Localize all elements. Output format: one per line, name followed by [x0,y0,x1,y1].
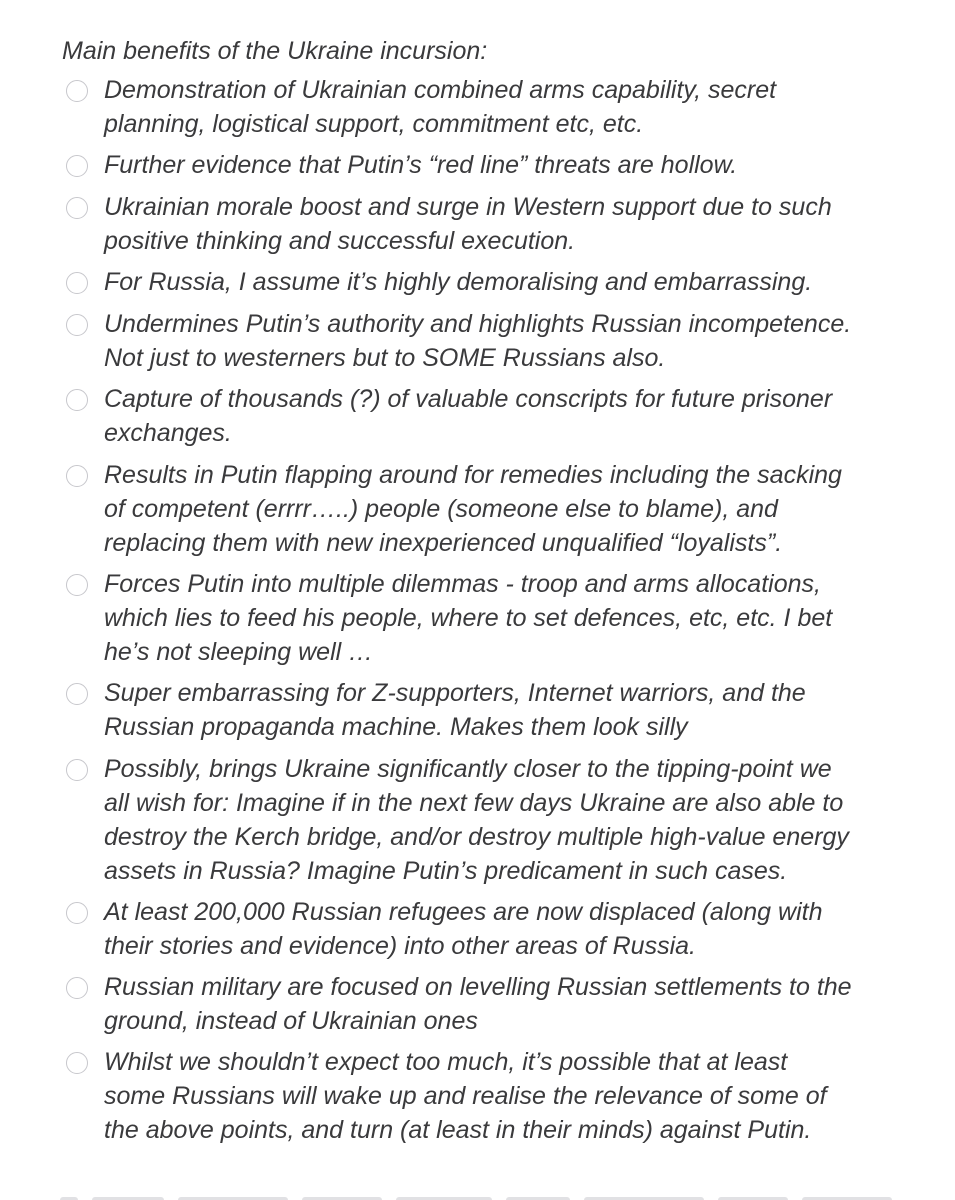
checkbox-circle-icon[interactable] [66,683,88,705]
checkbox-circle-icon[interactable] [66,197,88,219]
checklist-item-text[interactable]: Further evidence that Putin’s “red line” threats are hollow. [104,151,738,179]
cropped-next-line [60,1190,920,1200]
checklist-item-text[interactable]: Ukrainian morale boost and surge in Western support due to such positive thinking and successful execution. [104,193,832,255]
checkbox-circle-icon[interactable] [66,155,88,177]
checklist-title: Main benefits of the Ukraine incursion: [62,37,488,65]
checkbox-circle-icon[interactable] [66,314,88,336]
checklist-item-text[interactable]: Capture of thousands (?) of valuable conscripts for future prisoner exchanges. [104,385,833,447]
checkbox-circle-icon[interactable] [66,272,88,294]
checklist-item-text[interactable]: Super embarrassing for Z-supporters, Internet warriors, and the Russian propaganda machine. Makes them look silly [104,679,806,741]
checkbox-circle-icon[interactable] [66,389,88,411]
checklist-item-text[interactable]: Undermines Putin’s authority and highlights Russian incompetence. Not just to westerners but to SOME Russians also. [104,310,852,372]
checklist-item-text[interactable]: At least 200,000 Russian refugees are now displaced (along with their stories and evidence) into other areas of Russia. [104,898,823,960]
checkbox-circle-icon[interactable] [66,80,88,102]
checklist-item-text[interactable]: Russian military are focused on levelling Russian settlements to the ground, instead of Ukrainian ones [104,973,852,1035]
checkbox-circle-icon[interactable] [66,1052,88,1074]
checklist-item-text[interactable]: Whilst we shouldn’t expect too much, it’s possible that at least some Russians will wake up and realise the relevance of some of the above points, and turn (at least in their minds) against Putin. [104,1048,827,1144]
checkbox-circle-icon[interactable] [66,465,88,487]
checklist-item-text[interactable]: Demonstration of Ukrainian combined arms capability, secret planning, logistical support, commitment etc, etc. [104,76,777,138]
checklist-item-text[interactable]: Forces Putin into multiple dilemmas - troop and arms allocations, which lies to feed his people, where to set defences, etc, etc. I bet he’s not sleeping well … [104,570,833,666]
checklist-item-text[interactable]: For Russia, I assume it’s highly demoralising and embarrassing. [104,268,813,296]
checkbox-circle-icon[interactable] [66,759,88,781]
checklist-item-text[interactable]: Results in Putin flapping around for remedies including the sacking of competent (errrr…..) people (someone else to blame), and replacing them with new inexperienced unqualified “loyalists”. [104,461,842,557]
checkbox-circle-icon[interactable] [66,574,88,596]
checkbox-circle-icon[interactable] [66,902,88,924]
checklist-item-text[interactable]: Possibly, brings Ukraine significantly closer to the tipping-point we all wish for: Imagine if in the next few days Ukraine are also able to destroy the Kerch bridge, and/or destroy multiple high-value energy assets in Russia? Imagine Putin’s predicament in such cases. [104,755,849,885]
checkbox-circle-icon[interactable] [66,977,88,999]
